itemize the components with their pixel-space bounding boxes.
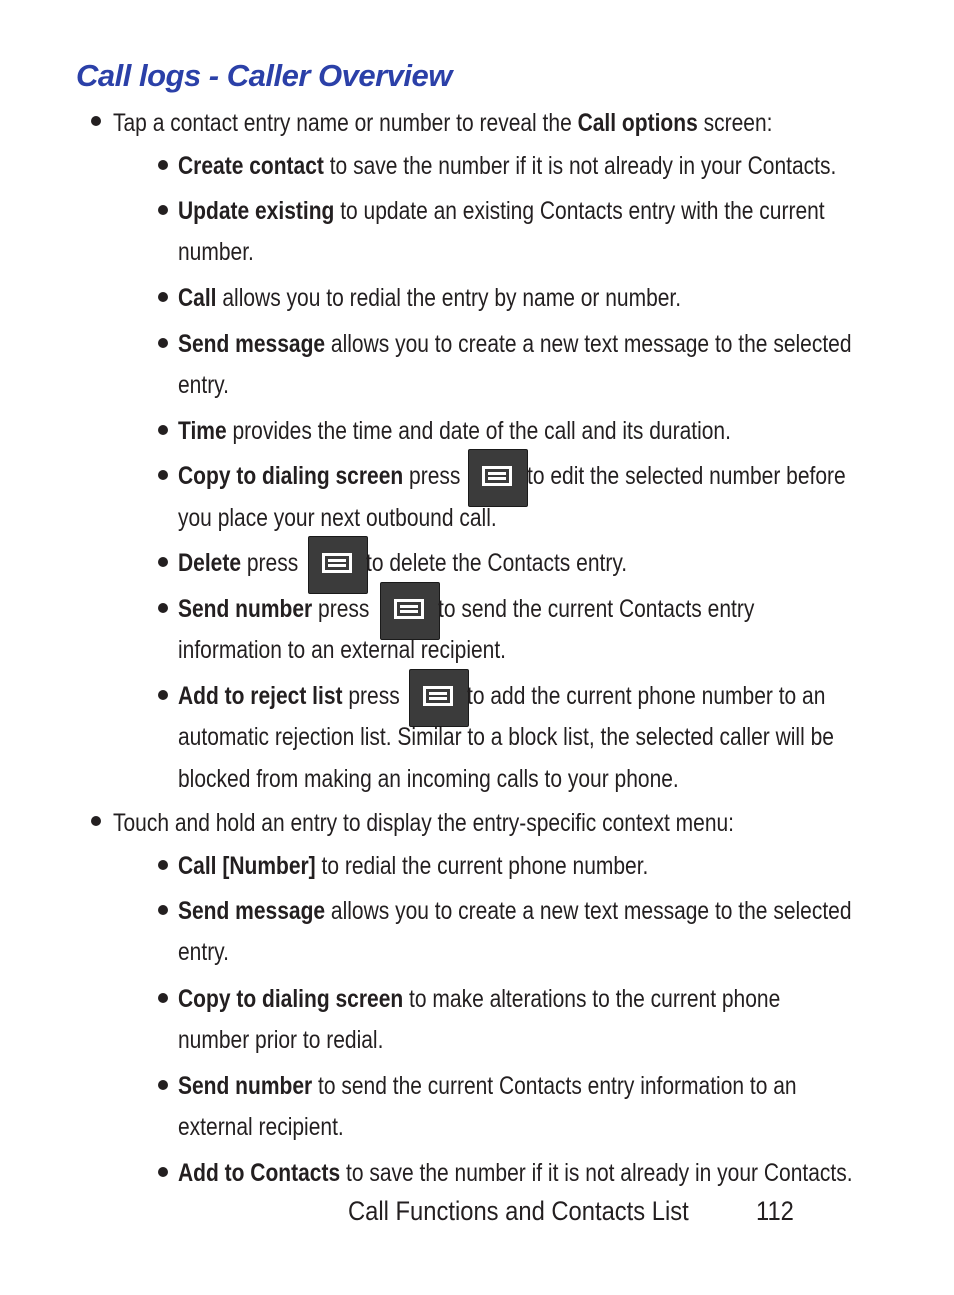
copy-dialing-label: Copy to dialing screen: [178, 462, 404, 490]
item-copy-dialing-after: to edit the selected number before: [527, 462, 846, 490]
item-delete: [178, 548, 298, 578]
item-update-existing: [178, 196, 825, 226]
item-time: [178, 416, 731, 446]
call-text: allows you to redial the entry by name or number.: [216, 284, 682, 312]
send-message-label: Send message: [178, 330, 326, 358]
bullet-level2: [158, 292, 168, 302]
intro-text-a: Tap a contact entry name or number to reveal the: [113, 109, 578, 137]
send-number-text: to send the current Contacts entry information to an: [312, 1072, 797, 1100]
call-number-text: to redial the current phone number.: [315, 852, 649, 880]
copy-dialing-text: to make alterations to the current phone: [403, 985, 781, 1013]
bullet-level2: [158, 993, 168, 1003]
intro-text-b: screen:: [697, 109, 773, 137]
item2-send-number: [178, 1071, 797, 1101]
item-call: [178, 283, 681, 313]
create-contact-label: Create contact: [178, 152, 324, 180]
item-add-reject-cont1: automatic rejection list. Similar to a block list, the selected caller will be: [178, 723, 834, 751]
call-number-label: Call [Number]: [178, 852, 316, 880]
item2-copy-dialing: [178, 984, 780, 1014]
time-text: provides the time and date of the call and its duration.: [226, 417, 731, 445]
menu-glyph-icon: [482, 466, 512, 486]
item2-send-message: [178, 896, 852, 926]
bullet-level2: [158, 205, 168, 215]
item-send-message: [178, 329, 852, 359]
bullet-level2: [158, 905, 168, 915]
menu-glyph-icon: [322, 553, 352, 573]
copy-dialing-press: press: [403, 462, 461, 490]
bullet-level2: [158, 1080, 168, 1090]
send-message-text: allows you to create a new text message to the selected: [325, 330, 852, 358]
item-add-reject-after: to add the current phone number to an: [467, 682, 826, 710]
copy-dialing-label: Copy to dialing screen: [178, 985, 404, 1013]
update-existing-label: Update existing: [178, 197, 335, 225]
menu-key-icon: [308, 536, 368, 594]
send-number-label: Send number: [178, 1072, 313, 1100]
item-send-message-cont: entry.: [178, 371, 229, 399]
menu-key-icon: [409, 669, 469, 727]
item-update-existing-cont: number.: [178, 238, 254, 266]
add-contacts-text: to save the number if it is not already in your Contacts.: [340, 1159, 853, 1187]
item-copy-dialing-cont: you place your next outbound call.: [178, 504, 497, 532]
send-message-label: Send message: [178, 897, 326, 925]
add-reject-label: Add to reject list: [178, 682, 343, 710]
bullet-level1: [91, 816, 101, 826]
item-delete-after: to delete the Contacts entry.: [366, 549, 628, 577]
delete-label: Delete: [178, 549, 242, 577]
bullet-level1: [91, 116, 101, 126]
item-create-contact: [178, 151, 836, 181]
send-message-text: allows you to create a new text message to the selected: [325, 897, 852, 925]
time-label: Time: [178, 417, 227, 445]
bullet-level2: [158, 338, 168, 348]
footer-page-number: 112: [756, 1196, 794, 1226]
item-add-reject-cont2: blocked from making an incoming calls to your phone.: [178, 765, 679, 793]
intro-touch-hold: Touch and hold an entry to display the entry-specific context menu:: [113, 809, 735, 837]
update-existing-text: to update an existing Contacts entry with the current: [334, 197, 825, 225]
menu-glyph-icon: [394, 599, 424, 619]
menu-glyph-icon: [423, 686, 453, 706]
bullet-level2: [158, 860, 168, 870]
item-add-reject: [178, 681, 400, 711]
bullet-level2: [158, 470, 168, 480]
bullet-level2: [158, 557, 168, 567]
item2-send-number-cont: external recipient.: [178, 1113, 344, 1141]
item2-add-contacts: [178, 1158, 853, 1188]
item-send-number-cont: information to an external recipient.: [178, 636, 507, 664]
bullet-level2: [158, 1167, 168, 1177]
footer-section-title: Call Functions and Contacts List: [348, 1196, 689, 1226]
item2-copy-dialing-cont: number prior to redial.: [178, 1026, 384, 1054]
item-send-number: [178, 594, 369, 624]
send-number-label: Send number: [178, 595, 313, 623]
item2-send-message-cont: entry.: [178, 938, 229, 966]
send-number-press: press: [312, 595, 370, 623]
add-reject-press: press: [342, 682, 400, 710]
item2-call-number: [178, 851, 648, 881]
item-copy-dialing: [178, 461, 460, 491]
call-label: Call: [178, 284, 217, 312]
bullet-level2: [158, 690, 168, 700]
intro-tap-contact: [113, 108, 772, 138]
bullet-level2: [158, 160, 168, 170]
add-contacts-label: Add to Contacts: [178, 1159, 341, 1187]
menu-key-icon: [380, 582, 440, 640]
bullet-level2: [158, 425, 168, 435]
menu-key-icon: [468, 449, 528, 507]
item-send-number-after: to send the current Contacts entry: [438, 595, 755, 623]
section-heading: Call logs - Caller Overview: [76, 58, 452, 93]
create-contact-text: to save the number if it is not already in your Contacts.: [323, 152, 837, 180]
bullet-level2: [158, 603, 168, 613]
call-options-label: Call options: [577, 109, 698, 137]
delete-press: press: [241, 549, 299, 577]
